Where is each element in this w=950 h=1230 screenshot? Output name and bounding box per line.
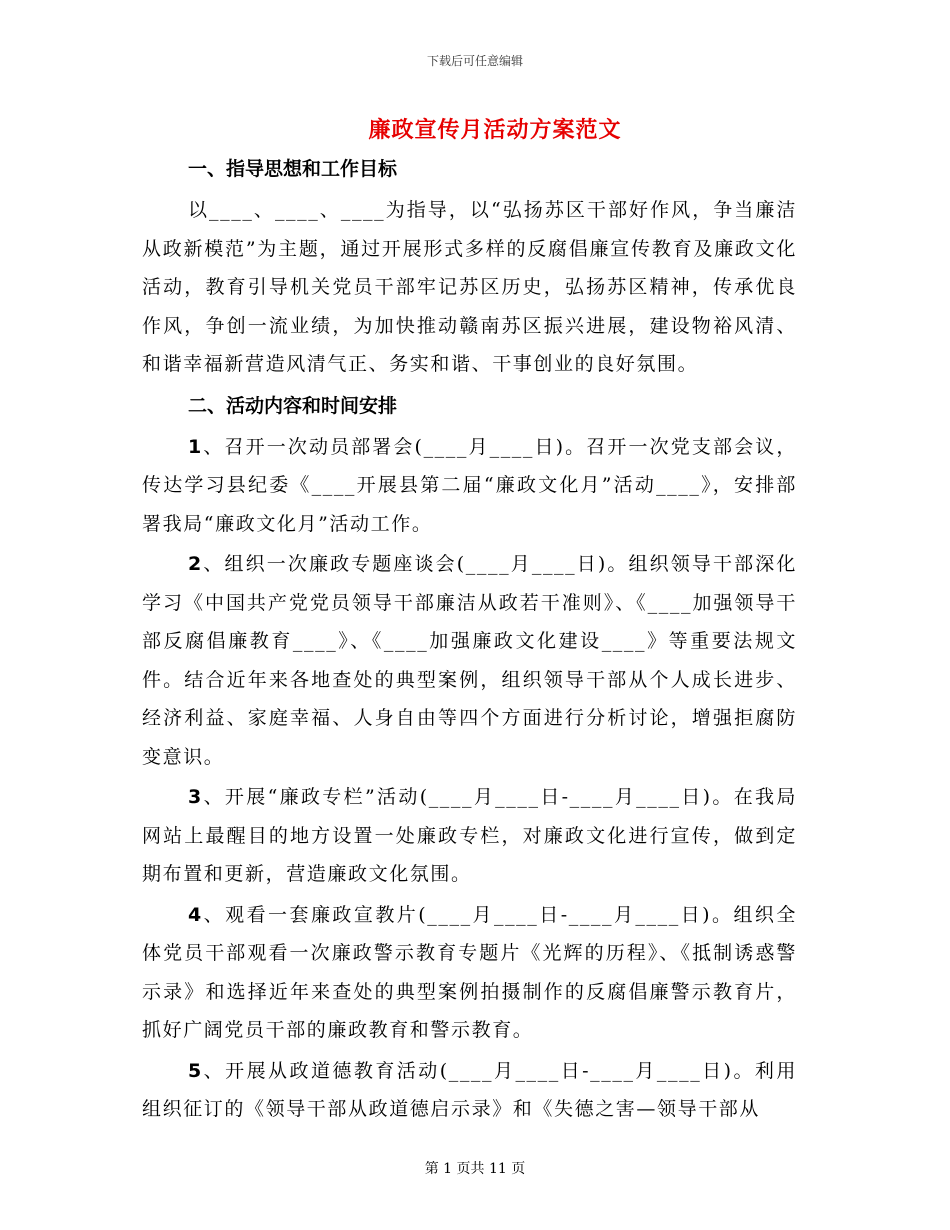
item-number: 4 — [188, 903, 203, 926]
page-header: 下载后可任意编辑 — [426, 54, 523, 68]
activity-item-1 — [142, 428, 797, 544]
paragraph-text: 以____、____、____为指导，以“弘扬苏区干部好作风，争当廉洁从政新模范”为主题，通过开展形式多样的反腐倡廉宣传教育及廉政文化活动，教育引导机关党员干部牢记苏区历史，弘扬苏区精神，传承优良作风，争创一流业绩，为加快推动赣南苏区振兴进展，建设物裕风清、和谐幸福新营造风清气正、务实和谐、干事创业的良好氛围。 — [142, 199, 797, 375]
activity-item-2 — [142, 545, 797, 776]
document-title: 廉政宣传月活动方案范文 — [368, 118, 622, 143]
page-footer: 第 1 页共 11 页 — [424, 1161, 526, 1177]
section-1-paragraph-1 — [142, 191, 797, 384]
activity-item-5 — [142, 1052, 797, 1129]
paragraph-text: 、召开一次动员部署会(____月____日)。召开一次党支部会议，传达学习县纪委《____开展县第二届“廉政文化月”活动____》，安排部署我局“廉政文化月”活动工作。 — [142, 435, 797, 535]
item-number: 2 — [188, 553, 203, 575]
activity-item-4 — [142, 896, 797, 1050]
activity-item-3 — [142, 778, 797, 894]
item-number: 3 — [188, 786, 203, 808]
document-body — [142, 151, 797, 1131]
paragraph-text: 、开展从政道德教育活动(____月____日-____月____日)。利用组织征订的《领导干部从政道德启示录》和《失德之害—领导干部从 — [142, 1059, 797, 1120]
paragraph-text: 、观看一套廉政宣教片(____月____日-____月____日)。组织全体党员干部观看一次廉政警示教育专题片《光辉的历程》、《抵制诱惑警示录》和选择近年来查处的典型案例拍摄制作的反腐倡廉警示教育片，抓好广阔党员干部的廉政教育和警示教育。 — [142, 903, 797, 1041]
section-heading-1: 一、指导思想和工作目标 — [188, 158, 398, 180]
paragraph-text: 、开展“廉政专栏”活动(____月____日-____月____日)。在我局网站上最醒目的地方设置一处廉政专栏，对廉政文化进行宣传，做到定期布置和更新，营造廉政文化氛围。 — [142, 786, 797, 885]
section-heading-2: 二、活动内容和时间安排 — [188, 394, 398, 417]
item-number: 5 — [188, 1059, 203, 1082]
paragraph-text: 、组织一次廉政专题座谈会(____月____日)。组织领导干部深化学习《中国共产党党员领导干部廉洁从政若干准则》、《____加强领导干部反腐倡廉教育____》、《____加强廉政文化建设____》等重要法规文件。结合近年来各地查处的典型案例，组织领导干部从个人成长进步、经济利益、家庭幸福、人身自由等四个方面进行分析讨论，增强拒腐防变意识。 — [142, 553, 797, 768]
item-number: 1 — [188, 435, 203, 458]
